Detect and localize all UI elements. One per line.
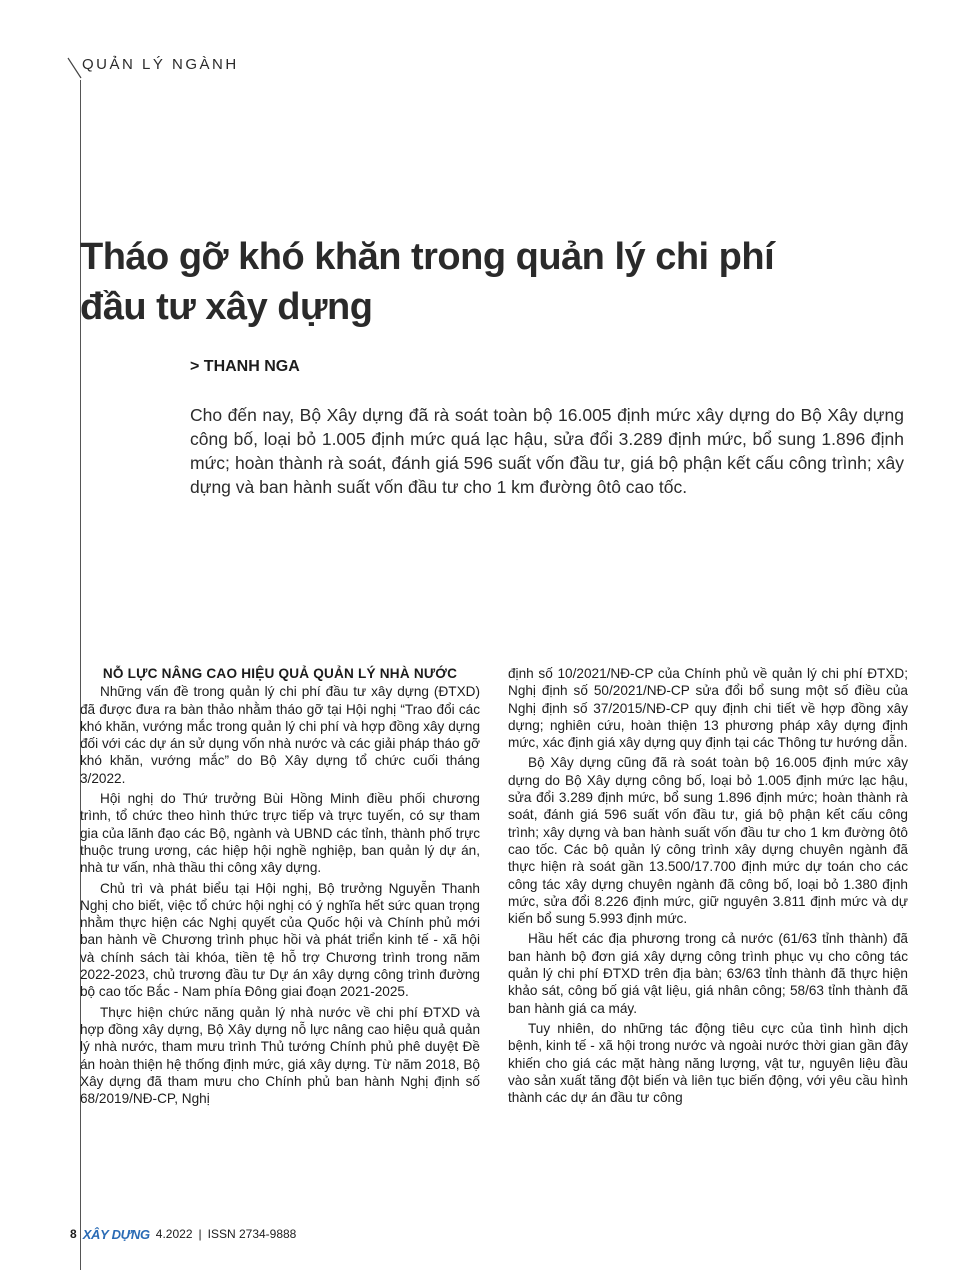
paragraph: Tuy nhiên, do những tác động tiêu cực của tình hình dịch bệnh, kinh tế - xã hội trong nước và ngoài nước thời gian gần đây khiến cho giá các mặt hàng năng lượng, vật tư, nguyên liệu đầu vào sản xuất tăng đột biến và liên tục biến động, với yêu cầu hình thành các dự án đầu tư công: [508, 1020, 908, 1106]
issue-number: 4.2022: [155, 1227, 193, 1241]
article-author: > THANH NGA: [190, 358, 300, 375]
paragraph: Hầu hết các địa phương trong cả nước (61/63 tỉnh thành) đã ban hành bộ đơn giá xây dựng công trình phục vụ cho công tác quản lý chi phí ĐTXD trên địa bàn; 63/63 tỉnh thành đã thực hiện khảo sát, công bố giá vật liệu, giá nhân công; 58/63 tỉnh thành đã ban hành giá ca máy.: [508, 931, 908, 1016]
paragraph: định số 10/2021/NĐ-CP của Chính phủ về quản lý chi phí ĐTXD; Nghị định số 50/2021/NĐ-CP sửa đổi bổ sung một số điều của Nghị định số 37/2015/NĐ-CP quy định chi tiết về hợp đồng xây dựng; nghiên cứu, hoàn thiện 13 phương pháp xây dựng định mức, xác định giá xây dựng quy định tại các Thông tư hướng dẫn.: [508, 666, 908, 751]
page-number: 8: [70, 1227, 77, 1241]
paragraph: Hội nghị do Thứ trưởng Bùi Hồng Minh điều phối chương trình, tổ chức theo hình thức trực tiếp và trực tuyến, có sự tham gia của lãnh đạo các Bộ, ngành và UBND các tỉnh, thành phố trực thuộc trung ương, các hiệp hội nghề nghiệp, ban quản lý dự án, nhà tư vấn, nhà thầu thi công xây dựng.: [80, 791, 480, 876]
section-label: QUẢN LÝ NGÀNH: [82, 56, 239, 73]
footer-separator: |: [198, 1227, 202, 1241]
paragraph: Những vấn đề trong quản lý chi phí đầu tư xây dựng (ĐTXD) đã được đưa ra bàn thảo nhằm tháo gỡ tại Hội nghị “Trao đổi các khó khăn, vướng mắc trong quản lý chi phí và hợp đồng xây dựng đối với các dự án sử dụng vốn nhà nước và các giải pháp tháo gỡ khó khăn, vướng mắc” do Bộ Xây dựng tổ chức cuối tháng 3/2022.: [80, 684, 480, 786]
page-footer: [70, 1226, 296, 1242]
right-column: [508, 665, 908, 1109]
article-lead: Cho đến nay, Bộ Xây dựng đã rà soát toàn bộ 16.005 định mức xây dựng do Bộ Xây dựng công bố, loại bỏ 1.005 định mức quá lạc hậu, sửa đổi 3.289 định mức, bổ sung 1.896 định mức; hoàn thành rà soát, đánh giá 596 suất vốn đầu tư, giá bộ phận kết cấu công trình; xây dựng và ban hành suất vốn đầu tư cho 1 km đường ôtô cao tốc.: [190, 405, 904, 497]
magazine-logo: XÂY DỰNG: [82, 1226, 150, 1242]
section-marker-icon: [66, 56, 82, 80]
issn: ISSN 2734-9888: [207, 1227, 297, 1241]
paragraph: Bộ Xây dựng cũng đã rà soát toàn bộ 16.005 định mức xây dựng do Bộ Xây dựng công bố, loại bỏ 1.005 định mức lạc hậu, sửa đổi 3.289 định mức, bổ sung 1.896 định mức; hoàn thành rà soát, đánh giá 596 suất vốn đầu tư, giá bộ phận kết cấu công trình; xây dựng và ban hành suất vốn đầu tư cho 1 km đường ôtô cao tốc. Các bộ quản lý công trình xây dựng chuyên ngành đã thực hiện rà soát gần 13.500/17.700 định mức dự toán cho các công tác xây dựng chuyên ngành đã công bố, loại bỏ 1.380 định mức, sửa đổi 8.226 định mức, giữ nguyên 3.811 định mức và dự kiến bổ sung 5.993 định mức.: [508, 755, 908, 927]
paragraph: Chủ trì và phát biểu tại Hội nghị, Bộ trưởng Nguyễn Thanh Nghị cho biết, việc tổ chức hội nghị có ý nghĩa hết sức quan trọng nhằm thực hiện các Nghị quyết của Quốc hội và Chính phủ mới ban hành về Chương trình phục hồi và phát triển kinh tế - xã hội và chính sách tài khóa, tiền tệ hỗ trợ Chương trình trong năm 2022-2023, chủ trương đầu tư Dự án xây dựng công trình đường bộ cao tốc Bắc - Nam phía Đông giai đoạn 2021-2025.: [80, 880, 480, 1000]
left-column: [80, 665, 480, 1110]
paragraph: Thực hiện chức năng quản lý nhà nước về chi phí ĐTXD và hợp đồng xây dựng, Bộ Xây dựng nỗ lực nâng cao hiệu quả quản lý nhà nước, tham mưu trình Thủ tướng Chính phủ phê duyệt Đề án hoàn thiện hệ thống định mức, giá xây dựng. Từ năm 2018, Bộ Xây dựng đã tham mưu cho Chính phủ ban hành Nghị định số 68/2019/NĐ-CP, Nghị: [80, 1004, 480, 1107]
section-heading: NỖ LỰC NÂNG CAO HIỆU QUẢ QUẢN LÝ NHÀ NƯỚC: [102, 666, 458, 681]
article-title: Tháo gỡ khó khăn trong quản lý chi phí đầu tư xây dựng: [80, 236, 775, 328]
